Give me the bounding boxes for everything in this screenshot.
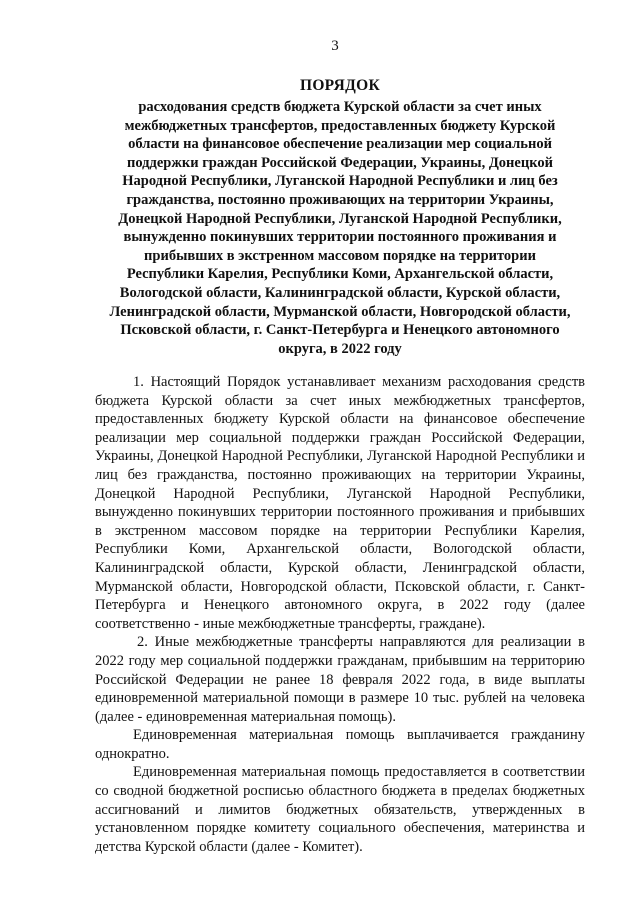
page-number: 3 [331,38,339,54]
document-subtitle [95,98,585,358]
subtitle-line: Псковской области, г. Санкт-Петербурга и Ненецкого автономного [120,322,560,339]
subtitle-line: гражданства, постоянно проживающих на территории Украины, [126,191,554,208]
paragraph-2: 2. Иные межбюджетные трансферты направляются для реализации в 2022 году мер социальной поддержки гражданам, прибывшим на территорию Российской Федерации не ранее 18 февраля 2022 года, в виде выплаты единовременной материальной помощи в размере 10 тыс. рублей на человека (далее - единовременная материальная помощь). [95,634,585,725]
subtitle-line: вынужденно покинувших территории постоянного проживания и [123,229,557,246]
subtitle-line: поддержки граждан Российской Федерации, Украины, Донецкой [127,154,553,171]
subtitle-line: Вологодской области, Калининградской области, Курской области, [119,284,561,301]
paragraph-3: Единовременная материальная помощь выплачивается гражданину однократно. [95,727,585,762]
paragraph-4: Единовременная материальная помощь предоставляется в соответствии со сводной бюджетной росписью областного бюджета в пределах бюджетных ассигнований и лимитов бюджетных обязательств, утвержденных в установленном порядке комитету социального обеспечения, материнства и детства Курской области (далее - Комитет). [95,764,585,855]
document-heading [95,76,585,358]
subtitle-line: прибывших в экстренном массовом порядке на территории [144,247,536,264]
document-title: ПОРЯДОК [299,77,381,94]
paragraph-1: 1. Настоящий Порядок устанавливает механизм расходования средств бюджета Курской области за счет иных межбюджетных трансфертов, предоставленных бюджету Курской области на финансовое обеспечение реализации мер социальной поддержки граждан Российской Федерации, Украины, Донецкой Народной Республики, Луганской Народной Республики и лиц без гражданства, постоянно проживающих на территории Украины, Донецкой Народной Республики, Луганской Народной Республики, вынужденно покинувших территории постоянного проживания и прибывших в экстренном массовом порядке на территории Республики Карелия, Республики Коми, Архангельской области, Вологодской области, Калининградской области, Курской области, Ленинградской области, Мурманской области, Новгородской области, Псковской области, г. Санкт-Петербурга и Ненецкого автономного округа, в 2022 году (далее соответственно - иные межбюджетные трансферты, граждане). [95,374,585,632]
subtitle-line: Ленинградской области, Мурманской области, Новгородской области, [109,303,571,320]
subtitle-line: Донецкой Народной Республики, Луганской Народной Республики, [118,210,562,227]
subtitle-line: области на финансовое обеспечение реализации мер социальной [128,136,552,153]
subtitle-line: Народной Республики, Луганской Народной Республики и лиц без [122,173,558,190]
document-body [95,373,585,856]
subtitle-line: межбюджетных трансфертов, предоставленных бюджету Курской [124,117,556,134]
subtitle-line: округа, в 2022 году [278,340,402,357]
subtitle-line: расходования средств бюджета Курской области за счет иных [138,99,542,115]
subtitle-line: Республики Карелия, Республики Коми, Архангельской области, [126,266,554,283]
